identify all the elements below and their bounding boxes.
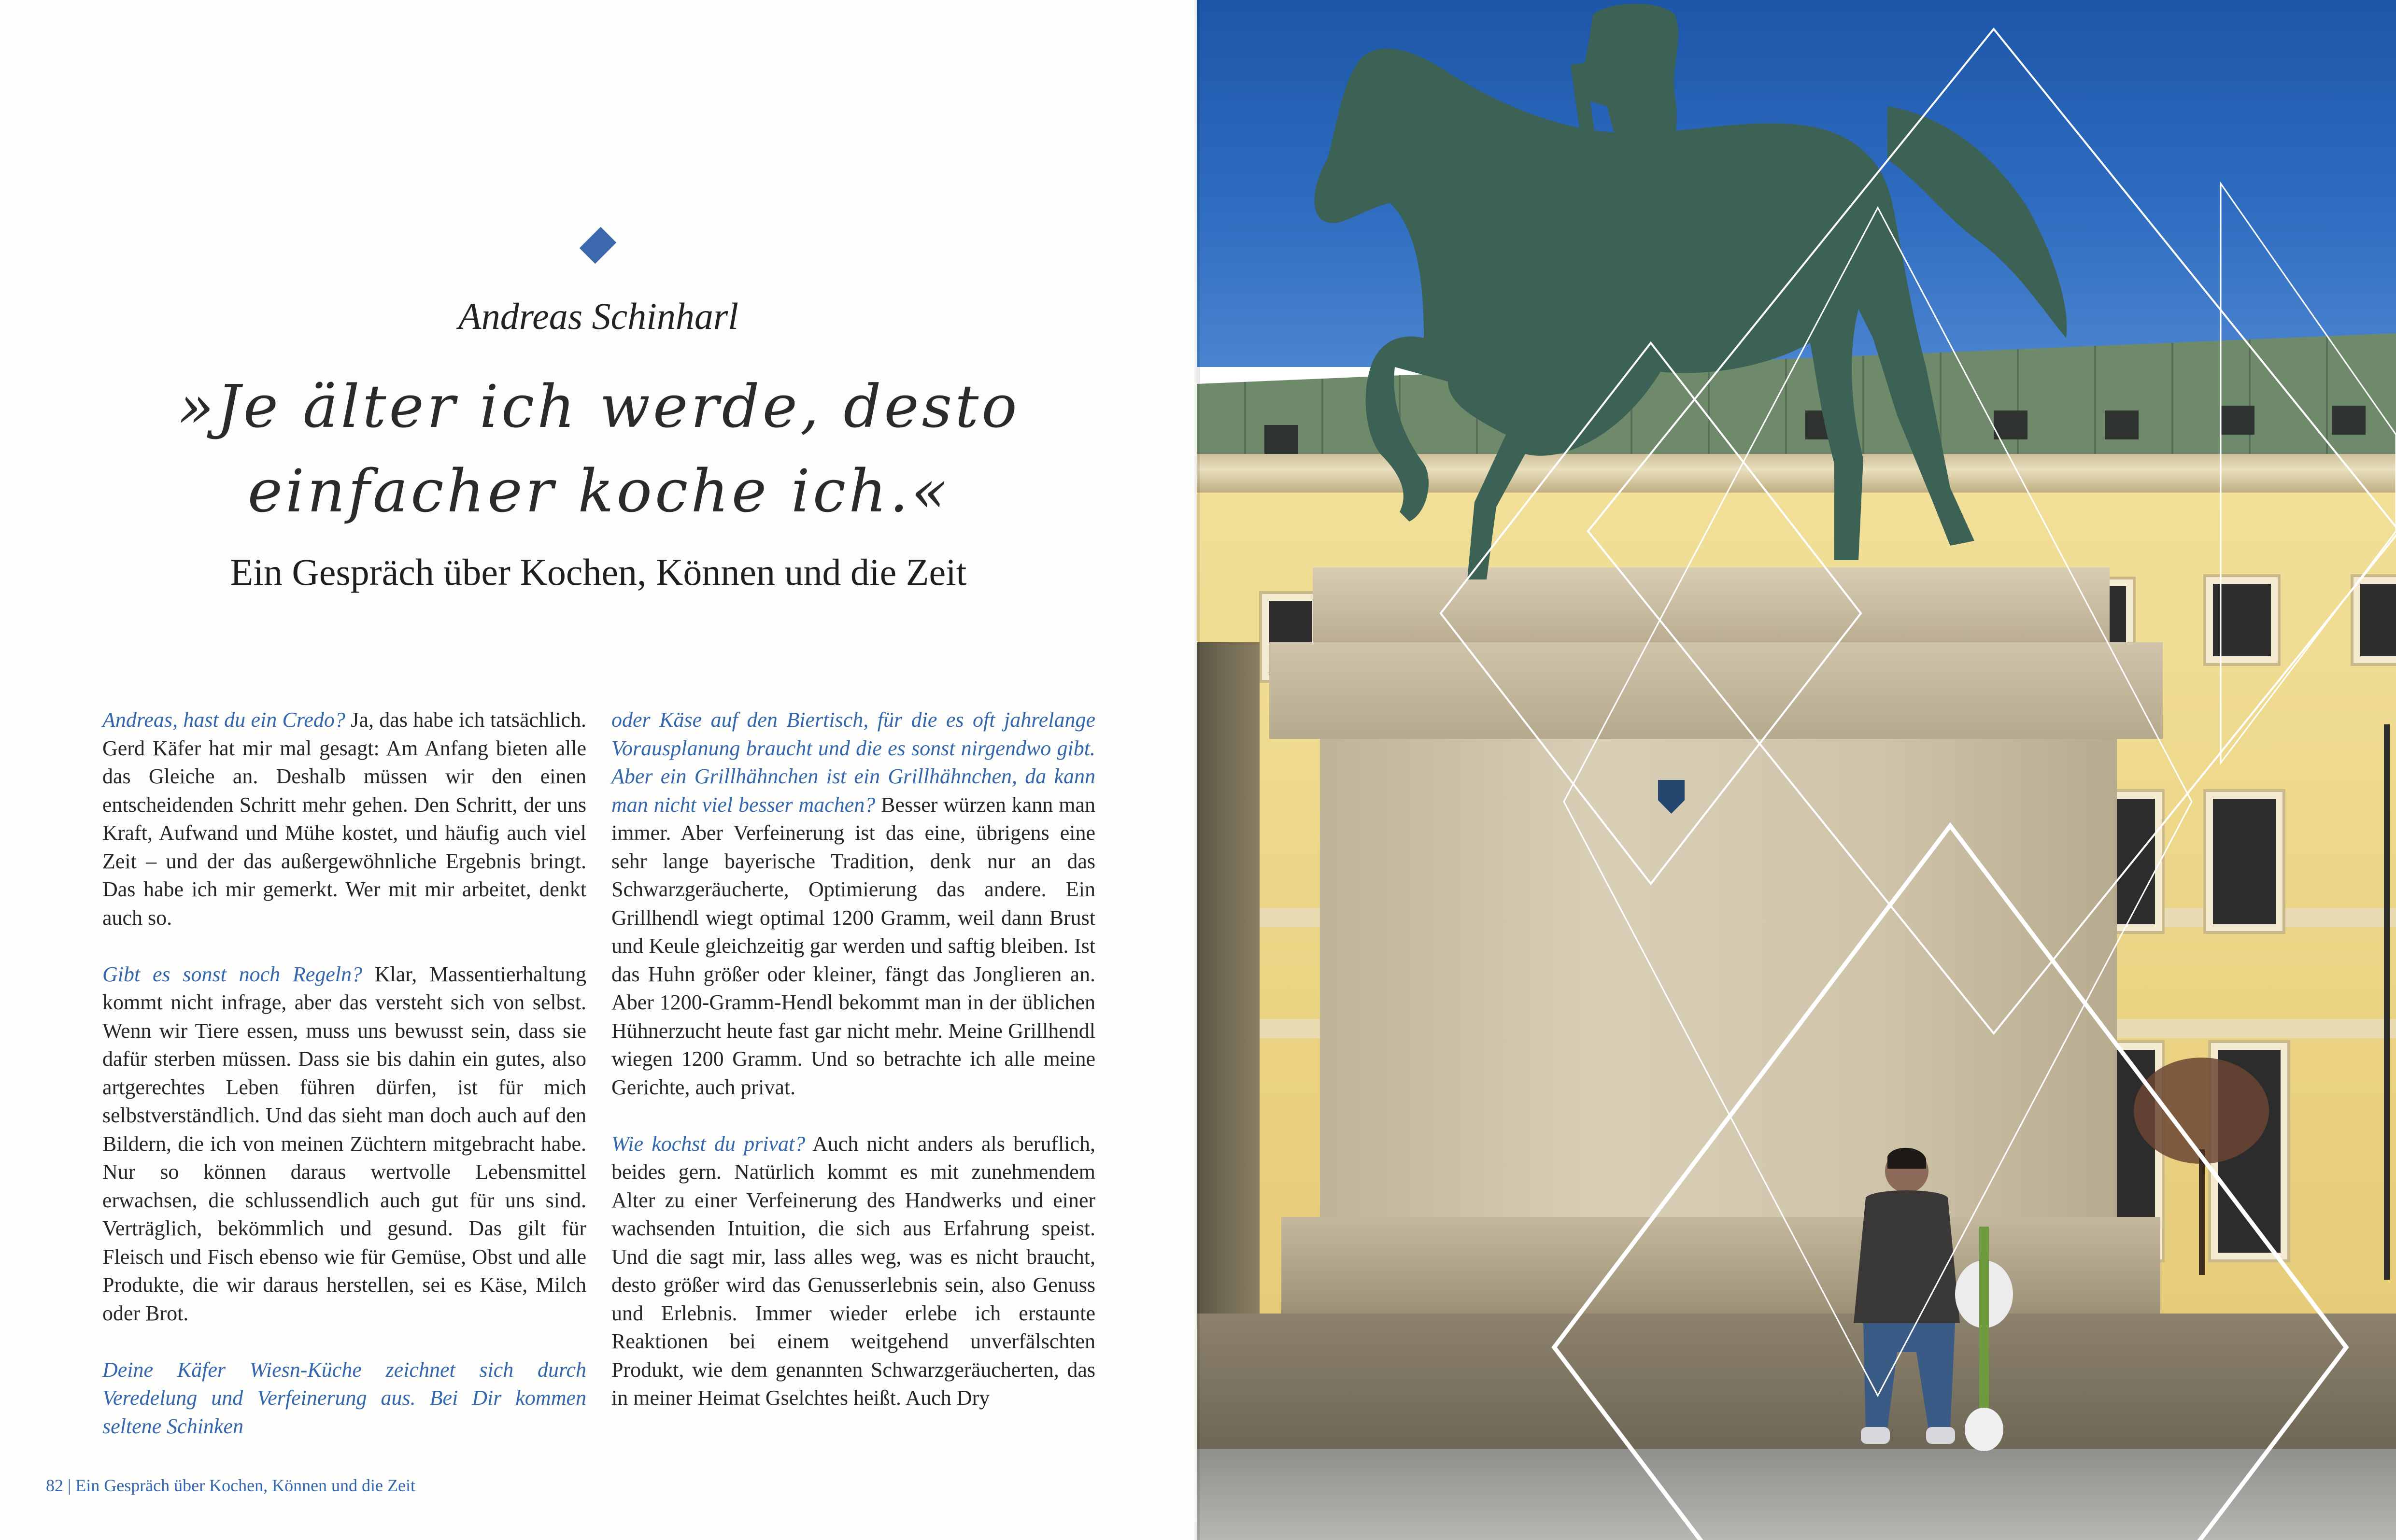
- footer-separator: |: [63, 1476, 76, 1495]
- interview-question: Gibt es sonst noch Regeln?: [102, 962, 363, 986]
- book-gutter: [1193, 0, 1200, 1540]
- interview-answer: Ja, das habe ich tatsächlich. Gerd Käfer hat mir mal gesagt: Am Anfang bieten alle das Gleiche an. Deshalb müssen wir den einen entscheidenden Schritt mehr gehen. Den Schritt, der uns Kraft, Aufwand und Mühe kostet, und häufig auch viel Zeit – und der das außergewöhnliche Ergebnis bringt. Das habe ich mir gemerkt. Wer mit mir arbeitet, denkt auch so.: [102, 708, 586, 930]
- text-column-right: [611, 706, 1095, 1441]
- running-title: Ein Gespräch über Kochen, Können und die Zeit: [75, 1476, 415, 1495]
- page-footer: [46, 1475, 415, 1496]
- interview-answer: Auch nicht anders als beruflich, beides gern. Natürlich kommt es mit zunehmendem Alter zu einer Verfeinerung des Handwerks und einer wachsenden Intuition, die sich aus Erfahrung speist. Und die sagt mir, lass alles weg, was es nicht braucht, desto größer wird das Genusserlebnis sein, also Genuss und Erlebnis. Immer wieder erlebe ich erstaunte Reaktionen bei einem weitgehend unverfälschten Produkt, wie dem genannten Schwarzgeräucherten, das in meiner Heimat Gselchtes heißt. Auch Dry: [611, 1131, 1095, 1410]
- statue-icon: [1315, 4, 2067, 580]
- interview-question: Wie kochst du privat?: [611, 1131, 806, 1156]
- paragraph: [102, 706, 586, 932]
- interview-answer: Besser würzen kann man immer. Aber Verfeinerung ist das eine, übrigens eine sehr lange bayerische Tradition, denk nur an das Schwarzgeräucherte, Optimierung das andere. Ein Grillhendl wiegt optimal 1200 Gramm, weil dann Brust und Keule gleichzeitig gar werden und saftig bleiben. Ist das Huhn größer oder kleiner, fängt das Jonglieren an. Aber 1200-Gramm-Hendl bekommt man in der üblichen Hühnerzucht heute fast gar nicht mehr. Meine Grillhendl wiegen 1200 Gramm. Und so betrachte ich alle meine Gerichte, auch privat.: [611, 792, 1095, 1099]
- pull-quote-line-2: einfacher koche ich.«: [247, 457, 950, 525]
- author-name: Andreas Schinharl: [458, 295, 738, 337]
- statue-and-person: [1197, 0, 2396, 1540]
- text-column-left: [102, 706, 586, 1469]
- article-subtitle: Ein Gespräch über Kochen, Können und die Zeit: [230, 551, 967, 593]
- tree-icon: [2134, 1058, 2269, 1275]
- paragraph: [611, 1130, 1095, 1413]
- interview-question: Deine Käfer Wiesn-Küche zeichnet sich durch Veredelung und Verfeinerung aus. Bei Dir kommen seltene Schinken: [102, 1357, 586, 1438]
- person-icon: [1854, 1148, 2013, 1451]
- paragraph: [102, 1356, 586, 1441]
- diamond-ornament-icon: [580, 227, 616, 264]
- interview-question: Andreas, hast du ein Credo?: [102, 708, 345, 732]
- interview-question: oder Käse auf den Biertisch, für die es oft jahrelange Vorausplanung braucht und die es sonst nirgendwo gibt. Aber ein Grillhähnchen ist ein Grillhähnchen, da kann man nicht viel besser machen?: [611, 708, 1095, 817]
- pull-quote-line-1: »Je älter ich werde, desto: [178, 372, 1020, 441]
- paragraph: [102, 961, 586, 1328]
- photo-page: [1197, 0, 2396, 1540]
- interview-answer: Klar, Massentierhaltung kommt nicht infrage, aber das versteht sich von selbst. Wenn wir Tiere essen, muss uns bewusst sein, dass sie dafür sterben müssen. Dass sie bis dahin ein gutes, also artgerechtes Leben führen dürfen, ist für mich selbstverständlich. Und das sieht man doch auch auf den Bildern, die ich von meinen Züchtern mitgebracht habe. Nur so können daraus wertvolle Lebensmittel erwachsen, die schlussendlich auch gut für uns sind. Verträglich, bekömmlich und gesund. Das gilt für Fleisch und Fisch ebenso wie für Gemüse, Obst und alle Produkte, die wir daraus herstellen, sei es Käse, Milch oder Brot.: [102, 962, 586, 1325]
- pull-quote: [145, 365, 1053, 534]
- left-page: [0, 0, 1197, 1540]
- lamp-post-icon: [2384, 724, 2390, 1280]
- page-number: 82: [46, 1476, 63, 1495]
- paragraph: [611, 706, 1095, 1102]
